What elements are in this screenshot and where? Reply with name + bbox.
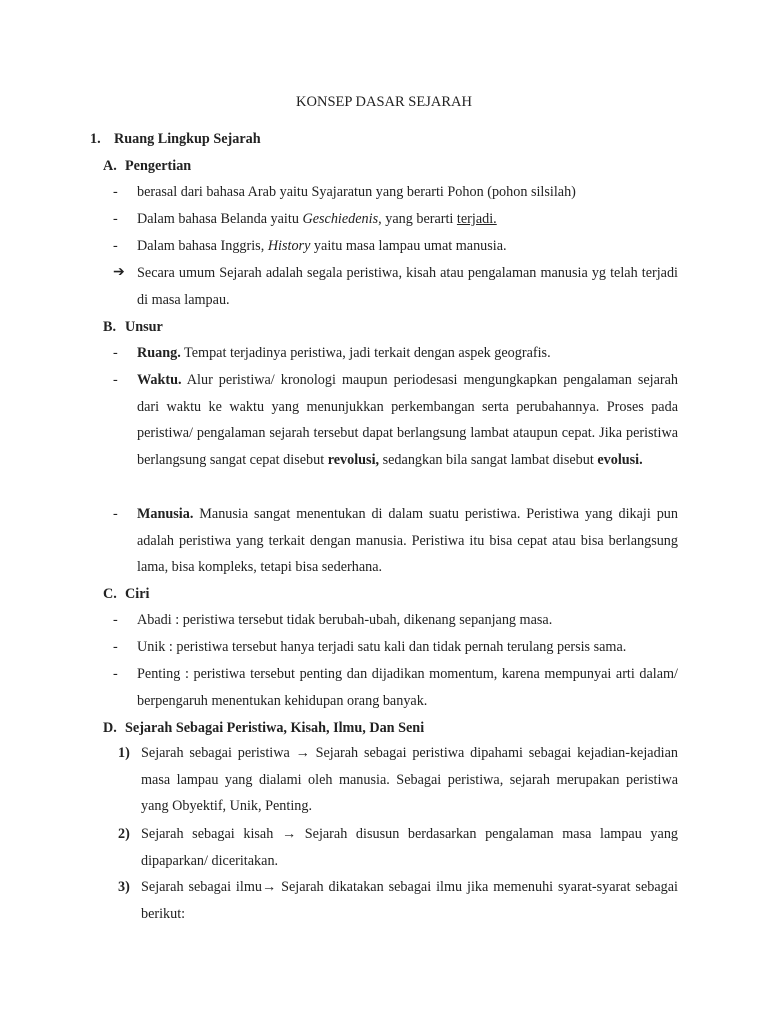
subsection-c-heading [103,586,149,603]
section-number: 1. [90,131,101,147]
bold-term: evolusi. [597,452,643,469]
subsection-title: Unsur [125,319,163,335]
subsection-title: Pengertian [125,158,192,174]
list-item-text [141,740,678,820]
text-run: Sejarah sebagai ilmu [141,879,262,895]
subsection-letter: D. [103,720,117,736]
text-run: Manusia sangat menentukan di dalam suatu peristiwa. Peristiwa yang dikaji pun adalah peristiwa yang terkait dengan manusia. Peristiwa itu bisa cepat atau bisa berlangsung lama, bisa kompleks, tetapi bisa sederhana. [137,506,678,576]
subsection-title: Ciri [125,586,150,602]
list-item-text: berasal dari bahasa Arab yaitu Syajaratun yang berarti Pohon (pohon silsilah) [137,184,576,200]
list-item-text [137,206,678,233]
list-item [113,367,678,474]
text-run: , yang berarti [378,211,457,227]
dash-bullet: - [113,506,118,522]
italic-term: History [267,238,311,254]
text-run: yaitu masa lampau umat manusia. [310,238,507,254]
italic-term: Geschiedenis [302,211,379,227]
arrow-icon: → [281,826,297,842]
text-run: sedangkan bila sangat lambat disebut [379,452,598,469]
item-number: 1) [118,745,130,761]
list-item [113,206,678,233]
dash-bullet: - [113,639,118,655]
item-number: 2) [118,826,130,842]
item-number: 3) [118,879,130,895]
text-run: Tempat terjadinya peristiwa, jadi terkait dengan aspek geografis. [180,345,551,361]
numbered-item [118,874,678,927]
subsection-a-heading [103,158,191,175]
list-item-text: Secara umum Sejarah adalah segala peristiwa, kisah atau pengalaman manusia yg telah terjadi di masa lampau. [137,265,678,308]
text-run: Dalam bahasa Belanda yaitu [137,211,303,227]
section-1-heading [90,131,261,148]
bold-term: Manusia. [137,506,194,522]
list-item-text [137,233,678,260]
text-run: Dalam bahasa Inggris, [137,238,268,254]
numbered-item [118,821,678,874]
list-item [113,260,678,313]
dash-bullet: - [113,666,118,682]
list-item-text [137,501,678,581]
underlined-term: terjadi. [456,211,497,227]
dash-bullet: - [113,184,118,200]
dash-bullet: - [113,238,118,254]
list-item-text: Unik : peristiwa tersebut hanya terjadi satu kali dan tidak pernah terulang persis sama. [137,639,627,655]
bold-term: Waktu. [137,372,182,388]
list-item [113,501,678,581]
list-item [113,661,678,714]
section-title: Ruang Lingkup Sejarah [114,131,261,147]
arrow-icon: → [295,745,310,761]
list-item [113,179,678,206]
dash-bullet: - [113,345,118,361]
subsection-b-heading [103,319,163,336]
text-run: Sejarah dikatakan sebagai ilmu jika memenuhi syarat-syarat sebagai berikut: [141,879,678,922]
list-item-text [141,821,678,874]
subsection-d-heading [103,720,424,737]
subsection-letter: B. [103,319,117,335]
dash-bullet: - [113,612,118,628]
numbered-item [118,740,678,820]
subsection-title: Sejarah Sebagai Peristiwa, Kisah, Ilmu, Dan Seni [125,720,425,736]
bold-term: Ruang. [137,345,181,361]
list-item-text [137,367,678,474]
list-item [113,233,678,260]
text-run: Alur peristiwa/ kronologi maupun periodesasi mengungkapkan pengalaman sejarah dari waktu ke waktu yang menunjukkan perkembangan serta perubahannya. Proses pada peristiwa/ pengalaman sejarah tersebut dapat berlangsung lambat ataupun cepat. Jika peristiwa berlangsung sangat cepat disebut [137,372,678,469]
subsection-letter: A. [103,158,117,174]
bold-term: revolusi, [327,452,380,469]
text-run: Sejarah sebagai kisah [141,826,282,842]
list-item-text [141,874,678,927]
list-item [113,607,678,634]
dash-bullet: - [113,211,118,227]
list-item-text: Penting : peristiwa tersebut penting dan dijadikan momentum, karena mempunyai arti dalam/ berpengaruh menentukan kehidupan orang banyak. [137,666,678,709]
list-item [113,340,678,367]
document-title: KONSEP DASAR SEJARAH [296,94,472,110]
text-run: Sejarah disusun berdasarkan pengalaman masa lampau yang dipaparkan/ diceritakan. [141,826,679,869]
subsection-letter: C. [103,586,117,602]
list-item-text [137,340,678,367]
text-run: Sejarah sebagai peristiwa [141,745,296,761]
list-item [113,634,678,661]
arrow-bullet-icon: ➔ [113,265,125,280]
dash-bullet: - [113,372,118,388]
arrow-icon: → [261,879,277,895]
text-run: Sejarah sebagai peristiwa dipahami sebagai kejadian-kejadian masa lampau yang dialami oleh manusia. Sebagai peristiwa, sejarah merupakan peristiwa yang Obyektif, Unik, Penting. [141,745,678,815]
list-item-text: Abadi : peristiwa tersebut tidak berubah-ubah, dikenang sepanjang masa. [137,612,553,628]
